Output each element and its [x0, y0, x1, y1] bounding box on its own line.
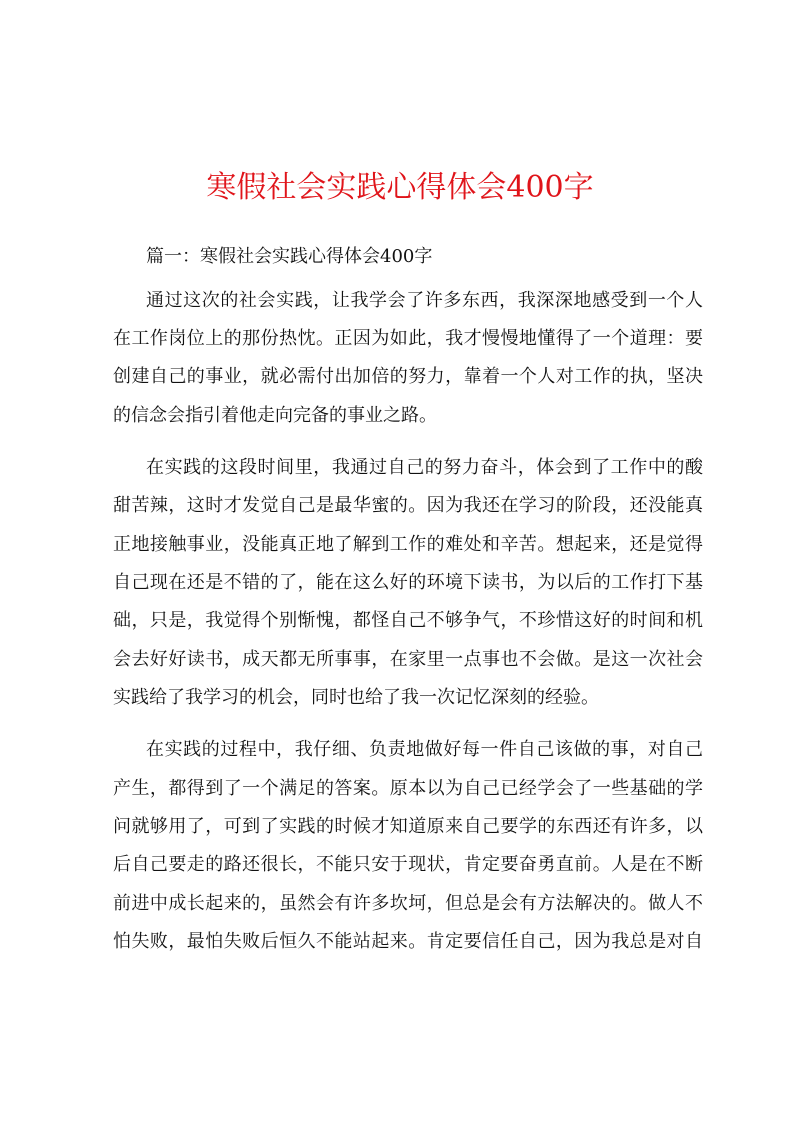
paragraph-line: 甜苦辣，这时才发觉自己是最华蜜的。因为我还在学习的阶段，还没能真	[113, 495, 703, 516]
paragraph-line: 在实践的这段时间里，我通过自己的努力奋斗，体会到了工作中的酸	[146, 457, 703, 478]
paragraph-line: 在工作岗位上的那份热忱。正因为如此，我才慢慢地懂得了一个道理：要	[113, 328, 703, 349]
section-heading: 篇一：寒假社会实践心得体会400字	[146, 246, 433, 267]
paragraph-line: 后自己要走的路还很长，不能只安于现状，肯定要奋勇直前。人是在不断	[113, 854, 703, 875]
paragraph-line: 怕失败，最怕失败后恒久不能站起来。肯定要信任自己，因为我总是对自	[113, 931, 703, 952]
paragraph-line: 会去好好读书，成天都无所事事，在家里一点事也不会做。是这一次社会	[113, 649, 703, 670]
paragraph-line: 产生，都得到了一个满足的答案。原本以为自己已经学会了一些基础的学	[113, 778, 703, 799]
paragraph-line: 自己现在还是不错的了，能在这么好的环境下读书，为以后的工作打下基	[113, 572, 703, 593]
paragraph-line: 创建自己的事业，就必需付出加倍的努力，靠着一个人对工作的执，坚决	[113, 366, 703, 387]
paragraph-line: 正地接触事业，没能真正地了解到工作的难处和辛苦。想起来，还是觉得	[113, 534, 703, 555]
paragraph-line: 实践给了我学习的机会，同时也给了我一次记忆深刻的经验。	[113, 687, 599, 708]
paragraph-line: 前进中成长起来的，虽然会有许多坎坷，但总是会有方法解决的。做人不	[113, 893, 703, 914]
paragraph-line: 的信念会指引着他走向完备的事业之路。	[113, 405, 437, 426]
paragraph-line: 问就够用了，可到了实践的时候才知道原来自己要学的东西还有许多，以	[113, 816, 703, 837]
document-title: 寒假社会实践心得体会400字	[206, 170, 594, 205]
paragraph-line: 础，只是，我觉得个别惭愧，都怪自己不够争气，不珍惜这好的时间和机	[113, 610, 703, 631]
paragraph-line: 在实践的过程中，我仔细、负责地做好每一件自己该做的事，对自己	[146, 739, 703, 760]
paragraph-line	[113, 967, 703, 993]
paragraph-line: 通过这次的社会实践，让我学会了许多东西，我深深地感受到一个人	[146, 290, 703, 311]
